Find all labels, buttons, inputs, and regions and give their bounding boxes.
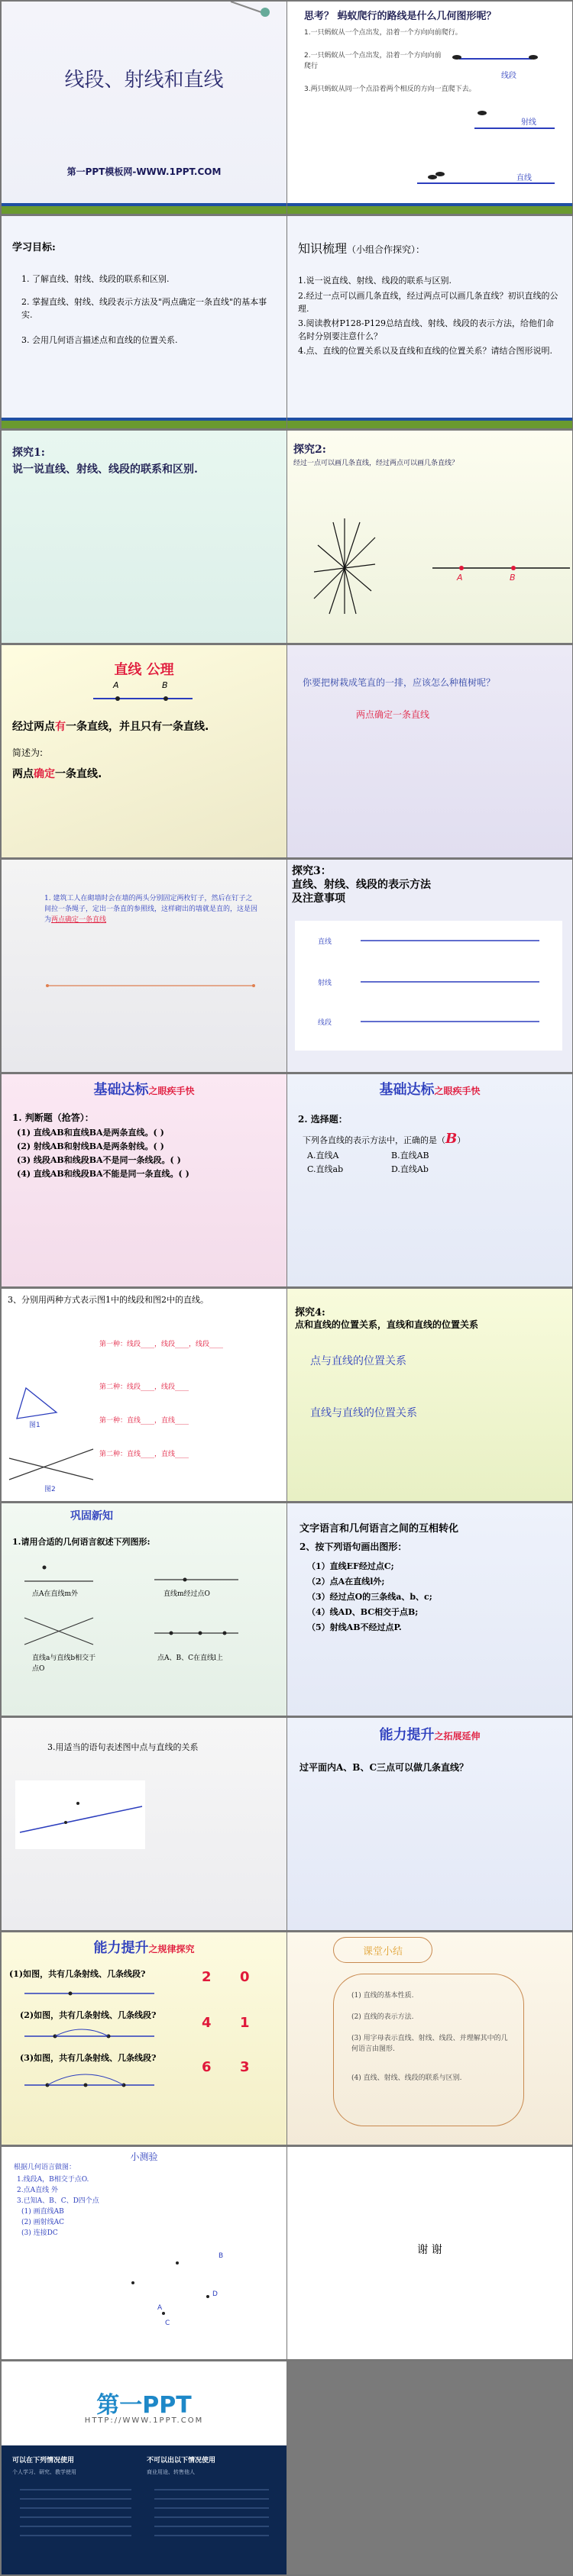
stmt-key: 有 (55, 721, 66, 733)
notation-lines (287, 860, 572, 1072)
row-ray-label: 射线 (318, 980, 332, 987)
answer-segments-2: 1 (240, 2015, 250, 2031)
choice-question (303, 1131, 465, 1147)
choice-heading: 2. 选择题： (298, 1114, 348, 1125)
summary-item-2: (2) 直线的表示方法. (351, 2013, 414, 2021)
draw-item-2: （2）点A在直线l外; (307, 1577, 385, 1587)
row-segment-label: 线段 (318, 1019, 332, 1027)
forbidden-heading: 不可以出以下情况使用 (147, 2457, 216, 2465)
point-line-prompt: 3.用适当的语句表述图中点与直线的关系 (47, 1742, 199, 1752)
quiz-item-6: (3) 连接DC (21, 2229, 58, 2237)
judge-heading: 1. 判断题（抢答）： (12, 1112, 94, 1123)
draw-item-4: （4）线AD、BC相交于点B; (307, 1607, 419, 1617)
caption-a-outside-m: 点A在直线m外 (32, 1590, 79, 1598)
quiz-point-c: C (165, 2319, 170, 2327)
choice-title (287, 1079, 572, 1099)
translate-heading: 文字语言和几何语言之间的互相转化 (299, 1523, 459, 1535)
line-line-relation: 直线与直线的位置关系 (310, 1407, 417, 1419)
slide-14-explore4[interactable] (287, 1289, 572, 1501)
explore4-heading: 探究4: (295, 1307, 325, 1319)
brand-logo: 第一PPT (96, 2392, 192, 2419)
quiz-item-4: (1) 画直线AB (21, 2208, 64, 2216)
slide-15-consolidate[interactable] (2, 1503, 286, 1716)
short-key: 确定 (34, 768, 55, 780)
empty-area (287, 2361, 572, 2574)
item-2: 2.一只蚂蚁从一个点出发，沿着一个方向向前爬行 (304, 52, 442, 70)
answer-segments-1: 0 (240, 1969, 250, 1985)
axiom-short (12, 766, 102, 781)
item-3: 3.两只蚂蚁从同一个点沿着两个相反的方向一直爬下去。 (304, 86, 476, 93)
answer-rays-1: 2 (202, 1969, 212, 1985)
slide-2-ant-question[interactable] (287, 2, 572, 214)
slide-17-point-line[interactable] (2, 1718, 286, 1930)
option-c: C.直线ab (307, 1164, 344, 1174)
task-3: 3.阅读教材P128-P129总结直线、射线、线段的表示方法，给他们命名时分别要注意什么？ (298, 318, 555, 341)
wall-fill: 两点确定一条直线 (51, 916, 107, 924)
translate-sub: 2、按下列语句画出图形： (299, 1541, 407, 1552)
judge-item-2: (2) 射线AB和射线BA是两条射线。( ) (17, 1141, 164, 1151)
slide-6-explore2[interactable] (287, 431, 572, 643)
slide-20-summary[interactable] (287, 1932, 572, 2145)
figures-1-2 (2, 1289, 286, 1501)
summary-item-4: (4) 直线、射线、线段的联系与区别. (351, 2074, 462, 2082)
notation-intro: 3、分别用两种方式表示图1中的线段和图2中的直线。 (8, 1295, 209, 1305)
brand-url: HTTP://WWW.1PPT.COM (84, 2416, 204, 2425)
label-segment: 线段 (501, 72, 516, 80)
choice-title-main: 基础达标 (379, 1082, 435, 1098)
explore3-line2: 及注意事项 (292, 893, 345, 905)
footer-green-bar (287, 206, 572, 214)
quiz-point-a: A (157, 2304, 163, 2312)
slide-16-translate[interactable] (287, 1503, 572, 1716)
judge-title-main: 基础达标 (93, 1082, 149, 1098)
point-a-label: A (457, 573, 463, 583)
knowledge-heading (298, 239, 425, 257)
brand-link-lines (2, 2361, 286, 2574)
goal-1: 1. 了解直线、射线、线段的联系和区别. (21, 274, 170, 284)
extend-title-main: 能力提升 (379, 1727, 435, 1743)
presentation-title: 线段、射线和直线 (64, 69, 224, 92)
quiz-points (2, 2147, 286, 2359)
goals-heading: 学习目标: (12, 242, 56, 253)
quiz-item-2: 2.点A直线 外 (17, 2187, 58, 2194)
wall-body: 1. 建筑工人在砌墙时会在墙的两头分别固定两枚钉子，然后在钉子之间拉一条绳子，定出一条直的参照线，这样砌出的墙就是直的，这是因为 (44, 895, 258, 924)
slide-1-title[interactable] (2, 2, 286, 214)
judge-title-sub: 之眼疾手快 (148, 1086, 195, 1096)
quiz-item-5: (2) 画射线AC (21, 2219, 64, 2226)
footer-green-bar (287, 421, 572, 428)
pattern-q1: (1)如图，共有几条射线、几条线段? (9, 1969, 146, 1979)
pattern-q2: (2)如图，共有几条射线、几条线段? (20, 2010, 157, 2020)
choice-q: 下列各直线的表示方法中，正确的是（ (303, 1135, 445, 1145)
summary-title: 课堂小结 (362, 1946, 403, 1958)
draw-item-1: （1）直线EF经过点C; (307, 1561, 394, 1571)
summary-item-3: (3) 用字母表示直线、射线、线段、并理解其中的几何语言由图形. (351, 2035, 508, 2053)
slide-11-judge[interactable] (2, 1074, 286, 1286)
credit-text: 第一PPT模板网-WWW.1PPT.COM (66, 166, 222, 177)
answer-rays-2: 4 (202, 2015, 212, 2031)
summary-item-1: (1) 直线的基本性质. (351, 1992, 414, 2000)
figure-1-caption: 图1 (29, 1422, 40, 1429)
label-ray: 射线 (521, 118, 536, 127)
option-d: D.直线Ab (391, 1164, 429, 1174)
goal-2: 2. 掌握直线、射线、线段表示方法及"两点确定一条直线"的基本事实. (21, 297, 267, 320)
explore2-question: 经过一点可以画几条直线，经过两点可以画几条直线？ (293, 460, 459, 467)
judge-item-1: (1) 直线AB和直线BA是两条直线。( ) (17, 1128, 164, 1138)
task-4: 4.点、直线的位置关系以及直线和直线的位置关系？请结合图形说明. (298, 346, 552, 356)
slide-10-explore3[interactable] (287, 860, 572, 1072)
extend-title (287, 1724, 572, 1744)
axiom-point-b: B (162, 680, 168, 690)
extend-question: 过平面内A、B、C三点可以做几条直线？ (299, 1762, 469, 1773)
seg-way-1: 第一种：线段____，线段____，线段____ (99, 1341, 224, 1348)
pattern-title-sub: 之规律探究 (148, 1944, 195, 1955)
explore1-heading: 探究1: (12, 447, 45, 459)
slide-5-explore1[interactable] (2, 431, 286, 643)
point-line-figure (2, 1718, 286, 1930)
point-line-relation: 点与直线的位置关系 (310, 1355, 406, 1367)
slide-3-goals[interactable] (2, 216, 286, 428)
trees-answer: 两点确定一条直线 (356, 709, 430, 720)
slide-4-knowledge[interactable] (287, 216, 572, 428)
slide-18-extend[interactable] (287, 1718, 572, 1930)
caption-m-through-o: 直线m经过点O (163, 1590, 210, 1598)
slide-22-thanks[interactable] (287, 2147, 572, 2359)
draw-item-5: （5）射线AB不经过点P. (307, 1622, 402, 1632)
choice-close: ） (457, 1135, 466, 1145)
caption-a-b-intersect: 直线a与直线b相交于点O (32, 1654, 96, 1673)
lines-through-points-figure (287, 431, 572, 643)
explore4-sub: 点和直线的位置关系，直线和直线的位置关系 (295, 1319, 479, 1330)
slide-19-pattern[interactable] (2, 1932, 286, 2145)
question-heading: 思考？ 蚂蚁爬行的路线是什么几何图形呢？ (304, 11, 497, 22)
option-a: A.直线A (307, 1151, 339, 1160)
choice-title-sub: 之眼疾手快 (434, 1086, 481, 1096)
pin-decoration (2, 2, 286, 214)
figure-2-caption: 图2 (44, 1486, 56, 1493)
knowledge-title: 知识梳理 (298, 241, 348, 256)
label-line: 直线 (516, 174, 532, 182)
line-way-2: 第二种：直线____，直线____ (99, 1451, 189, 1458)
thanks-text: 谢 谢 (417, 2244, 442, 2256)
stmt-post: 一条直线，并且只有一条直线. (66, 721, 209, 733)
slide-12-choice[interactable] (287, 1074, 572, 1286)
axiom-point-a: A (113, 680, 119, 690)
consolidate-question: 1.请用合适的几何语言叙述下列图形: (12, 1537, 151, 1547)
axiom-title: 直线 公理 (114, 662, 174, 678)
explore2-heading: 探究2: (293, 444, 326, 456)
consolidate-title: 巩固新知 (70, 1510, 113, 1522)
axiom-line-figure (2, 645, 286, 857)
forbidden-text: 商业用途、转售他人 (147, 2469, 195, 2475)
slide-13-notation[interactable] (2, 1289, 286, 1501)
allowed-heading: 可以在下列情况使用 (12, 2457, 75, 2465)
pattern-title-main: 能力提升 (93, 1940, 149, 1956)
extend-title-sub: 之拓展延伸 (434, 1731, 481, 1742)
slide-9-wall[interactable] (2, 860, 286, 1072)
line-way-1: 第一种：直线____，直线____ (99, 1417, 189, 1425)
quiz-title: 小测验 (130, 2152, 158, 2162)
explore1-body: 说一说直线、射线、线段的联系和区别. (12, 463, 198, 476)
short-post: 一条直线. (55, 768, 102, 780)
judge-item-4: (4) 直线AB和线段BA不能是同一条直线。( ) (17, 1169, 189, 1179)
quiz-point-d: D (212, 2290, 218, 2298)
wall-line-figure (2, 860, 286, 1072)
task-1: 1.说一说直线、射线、线段的联系与区别. (298, 276, 452, 286)
slide-7-axiom[interactable] (2, 645, 286, 857)
judge-item-3: (3) 线段AB和线段BA不是同一条线段。( ) (17, 1155, 181, 1165)
pattern-figures (2, 1932, 286, 2145)
judge-title (2, 1079, 286, 1099)
slide-8-trees[interactable] (287, 645, 572, 857)
axiom-short-label: 简述为: (12, 747, 44, 758)
task-2: 2.经过一点可以画几条直线，经过两点可以画几条直线？初识直线的公理. (298, 291, 558, 314)
quiz-point-b: B (219, 2252, 224, 2260)
answer-rays-3: 6 (202, 2059, 212, 2075)
seg-way-2: 第二种：线段____，线段____ (99, 1383, 189, 1391)
explore3-line1: 直线、射线、线段的表示方法 (292, 879, 431, 891)
slide-21-quiz[interactable] (2, 2147, 286, 2359)
choice-answer: B (445, 1131, 458, 1147)
point-b-label: B (510, 573, 516, 583)
pattern-q3: (3)如图，共有几条射线、几条线段? (20, 2053, 157, 2063)
consolidate-figures (2, 1503, 286, 1716)
item-1: 1.一只蚂蚁从一个点出发，沿着一个方向向前爬行。 (304, 29, 462, 37)
quiz-item-3: 3.已知A、B、C、D四个点 (17, 2197, 99, 2205)
quiz-lead: 根据几何语言做图： (14, 2164, 76, 2171)
row-line-label: 直线 (318, 938, 332, 946)
slide-23-brand[interactable] (2, 2361, 286, 2574)
stmt-pre: 经过两点 (12, 721, 55, 733)
allowed-text: 个人学习、研究、教学使用 (12, 2469, 76, 2475)
answer-segments-3: 3 (240, 2059, 250, 2075)
footer-green-bar (2, 206, 286, 214)
trees-question: 你要把树栽成笔直的一排，应该怎么种植树呢？ (303, 677, 496, 688)
caption-abc-on-l: 点A、B、C在直线l上 (157, 1654, 223, 1662)
goal-3: 3. 会用几何语言描述点和直线的位置关系. (21, 335, 178, 345)
draw-item-3: （3）经过点O的三条线a、b、c; (307, 1592, 432, 1602)
option-b: B.直线AB (391, 1151, 429, 1160)
quiz-item-1: 1.线段A，B相交于点O. (17, 2176, 89, 2184)
short-pre: 两点 (12, 768, 34, 780)
footer-green-bar (2, 421, 286, 428)
knowledge-sub: （小组合作探究）： (347, 244, 426, 255)
explore3-heading: 探究3： (292, 865, 332, 877)
axiom-statement (12, 718, 209, 734)
